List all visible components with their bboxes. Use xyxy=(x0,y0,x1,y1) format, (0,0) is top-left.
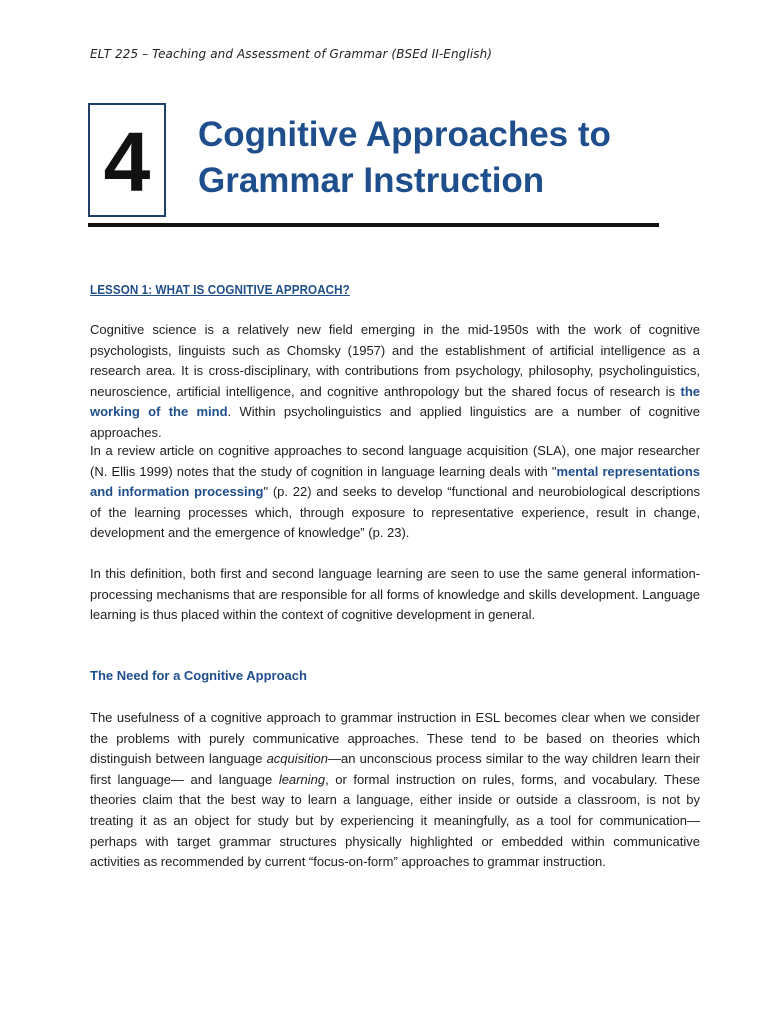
section-heading: The Need for a Cognitive Approach xyxy=(90,668,307,683)
paragraph-text: , or formal instruction on rules, forms, and vocabulary. These theories claim that the best way to learn a language, either inside or outside a classroom, is not by treating it as an object for study but by experiencing it meaningfully, as a tool for communication— perhaps with target grammar structures physically highlighted or embedded within communicative activities as recommended by current “focus-on-form” approaches to grammar instruction. xyxy=(90,771,700,870)
paragraph-text: In a review article on cognitive approaches to second language acquisition (SLA), one major researcher (N. Ellis 1999) notes that the study of cognition in language learning deals with " xyxy=(90,443,700,479)
emphasis-learning: learning xyxy=(278,771,326,787)
paragraph-definition: In this definition, both first and second language learning are seen to use the same general information-processing mechanisms that are responsible for all forms of knowledge and skills development. Language learning is thus placed within the context of cognitive development in general. xyxy=(90,566,700,623)
highlight-working-of-mind: the working of the mind xyxy=(90,383,700,420)
paragraph-text: " (p. 22) and seeks to develop “functional and neurobiological descriptions of the learning processes which, through exposure to representative experience, result in change, development and the emergence of knowledge” (p. 23). xyxy=(90,484,700,541)
running-header: ELT 225 – Teaching and Assessment of Grammar (BSEd II-English) xyxy=(90,47,493,61)
chapter-number: 4 xyxy=(103,115,151,209)
paragraph-text: —an unconscious process similar to the way children learn their first language— and language xyxy=(90,751,700,787)
paragraph-usefulness xyxy=(90,708,700,873)
chapter-title-line-2: Grammar Instruction xyxy=(198,161,545,200)
paragraph-text: The usefulness of a cognitive approach to grammar instruction in ESL becomes clear when we consider the problems with purely communicative approaches. These tend to be based on theories which distinguish between language xyxy=(90,710,700,767)
chapter-number-box xyxy=(88,103,166,217)
lesson-heading: LESSON 1: WHAT IS COGNITIVE APPROACH? xyxy=(90,283,350,297)
paragraph-text: . Within psycholinguistics and applied linguistics are a number of cognitive approaches. xyxy=(90,404,700,440)
highlight-mental-representations: mental representations and information processing xyxy=(90,463,701,500)
paragraph-text: Cognitive science is a relatively new field emerging in the mid-1950s with the work of cognitive psychologists, linguists such as Chomsky (1957) and the establishment of artificial intelligence as a research area. It is cross-disciplinary, with contributions from psychology, philosophy, psycholinguistics, neuroscience, artificial intelligence, and cognitive anthropology but the shared focus of research is xyxy=(90,322,700,399)
title-divider xyxy=(88,223,659,227)
paragraph-cognitive-science xyxy=(90,320,700,444)
chapter-title xyxy=(198,112,611,204)
chapter-title-line-1: Cognitive Approaches to xyxy=(198,115,611,154)
emphasis-acquisition: acquisition xyxy=(266,751,328,767)
paragraph-sla-review xyxy=(90,441,700,544)
